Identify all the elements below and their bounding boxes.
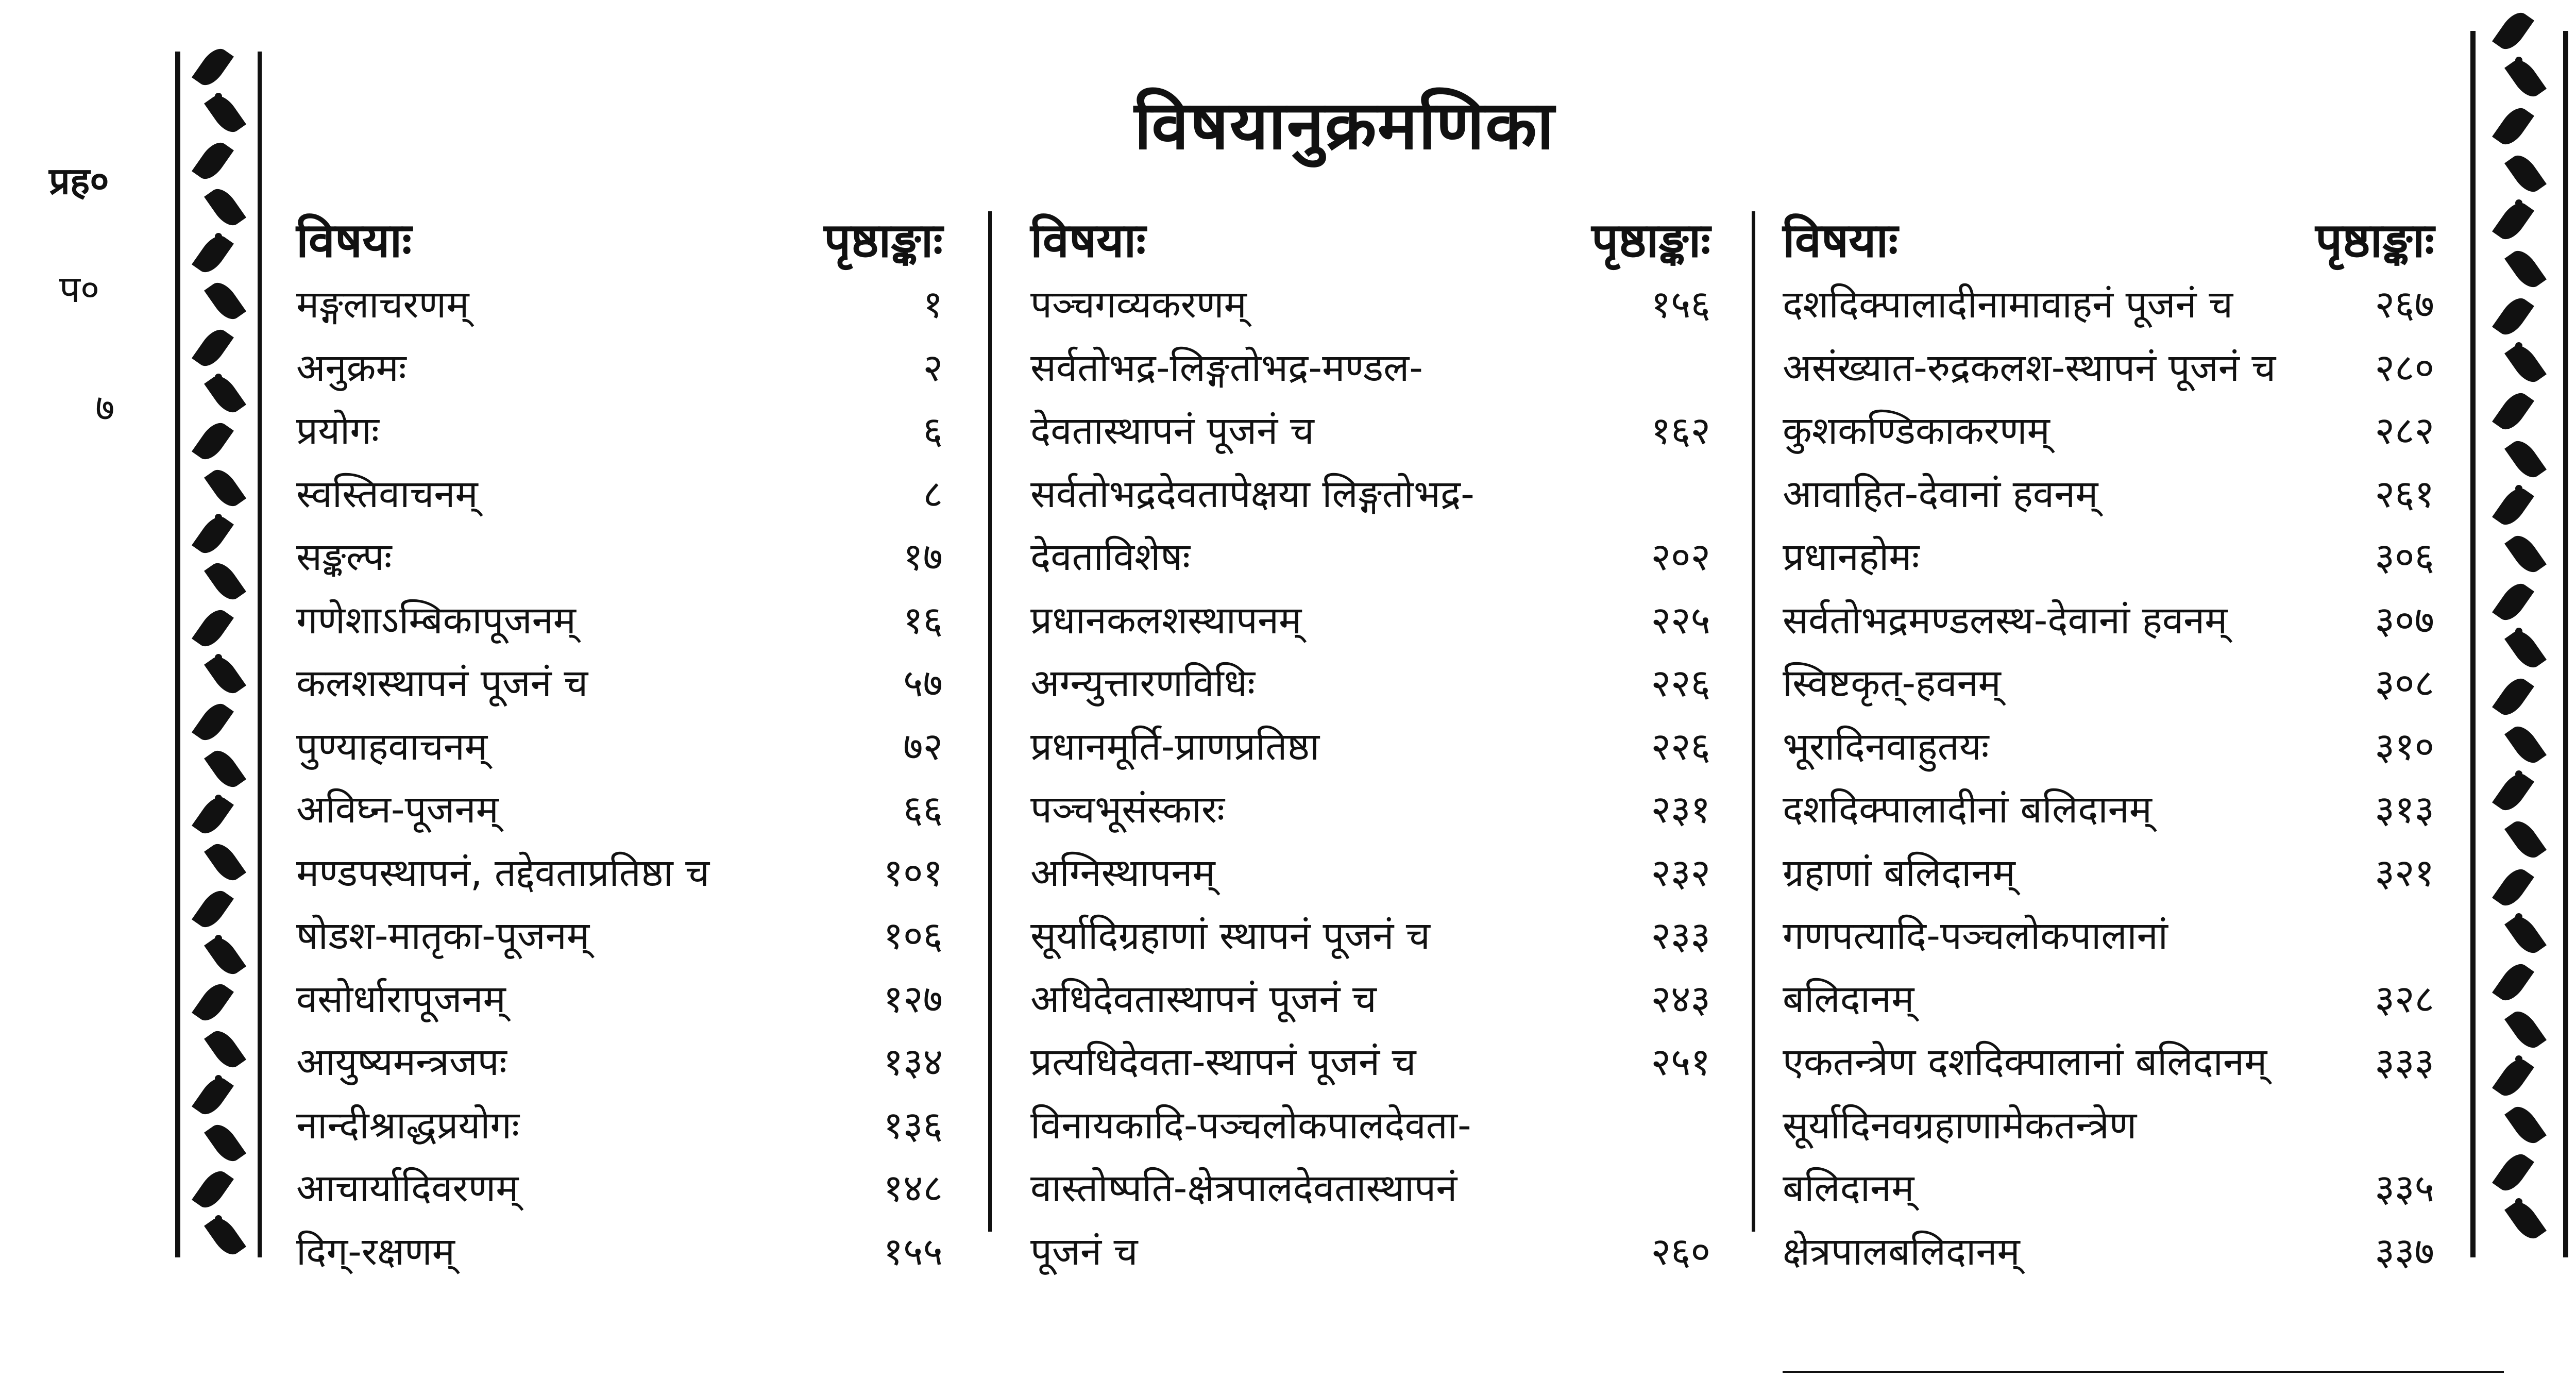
row-subject: गणेशाऽम्बिकापूजनम् (296, 598, 576, 643)
vine-leaf (192, 698, 234, 745)
column-header (296, 196, 943, 273)
row-page-number: ३२८ (2375, 977, 2434, 1021)
column-header (1783, 196, 2434, 273)
row-subject: अग्न्युत्तारणविधिः (1030, 661, 1256, 705)
vine-leaf (204, 652, 246, 699)
row-page-number: ३०७ (2375, 598, 2434, 643)
row-subject: आयुष्यमन्त्रजपः (296, 1040, 507, 1084)
vine-leaf (204, 932, 246, 979)
row-subject: सङ्कल्पः (296, 535, 392, 579)
index-row (296, 399, 943, 463)
vine-leaf (192, 605, 234, 652)
index-row (1030, 399, 1710, 463)
row-subject: सर्वतोभद्र-लिङ्गतोभद्र-मण्डल- (1030, 345, 1423, 390)
row-subject: देवतास्थापनं पूजनं च (1030, 409, 1314, 453)
index-row (296, 1094, 943, 1157)
row-page-number: ३०६ (2375, 535, 2434, 579)
row-subject: मङ्गलाचरणम् (296, 282, 469, 327)
row-page-number: ३२१ (2375, 850, 2434, 895)
row-page-number: ३१० (2375, 724, 2434, 769)
index-row (1783, 589, 2434, 652)
vine-leaf (2504, 816, 2547, 863)
row-page-number: १०६ (883, 914, 943, 958)
row-page-number: २ (923, 345, 943, 390)
vine-leaf (2504, 341, 2547, 388)
vine-leaf (2492, 769, 2534, 816)
vine-leaf (2504, 911, 2547, 958)
row-subject: स्वस्तिवाचनम् (296, 472, 478, 516)
row-subject: स्विष्टकृत्-हवनम् (1783, 661, 2001, 705)
bottom-rule (1783, 1371, 2504, 1373)
row-subject: भूरादिनवाहुतयः (1783, 724, 1989, 769)
index-column-2 (1030, 196, 1710, 1283)
row-page-number: १७ (903, 535, 943, 579)
right-border-outer-line (2470, 31, 2476, 1257)
row-page-number: २८२ (2375, 409, 2434, 453)
vine-leaf (204, 90, 246, 137)
index-row (1030, 715, 1710, 779)
index-row (1030, 273, 1710, 337)
row-subject: सूर्यादिनवग्रहाणामेकतन्त्रेण (1783, 1103, 2137, 1148)
vine-leaf (2504, 721, 2547, 768)
row-page-number: १२७ (883, 977, 943, 1021)
row-subject: अधिदेवतास्थापनं पूजनं च (1030, 977, 1377, 1021)
index-row (1030, 1094, 1710, 1157)
right-vine-ornament (2499, 10, 2540, 1247)
vine-leaf (2492, 8, 2534, 55)
row-subject: वास्तोष्पति-क्षेत्रपालदेवतास्थापनं (1030, 1166, 1458, 1211)
row-page-number: १०१ (883, 850, 943, 895)
row-page-number: २३३ (1651, 914, 1710, 958)
vine-leaf (2492, 1149, 2534, 1196)
row-page-number: १३६ (883, 1103, 943, 1148)
index-row (1030, 526, 1710, 589)
row-subject: कुशकण्डिकाकरणम् (1783, 409, 2050, 453)
row-subject: प्रयोगः (296, 409, 379, 453)
vine-leaf (192, 1166, 234, 1213)
vine-leaf (2504, 150, 2547, 197)
vine-leaf (2492, 483, 2534, 530)
vine-leaf (204, 465, 246, 512)
vine-leaf (204, 184, 246, 231)
index-row (1783, 968, 2434, 1031)
vine-leaf (2492, 103, 2534, 149)
left-margin-mark-2: प० (59, 267, 100, 311)
row-subject: सूर्यादिग्रहाणां स्थापनं पूजनं च (1030, 914, 1430, 958)
index-row (1030, 968, 1710, 1031)
row-page-number: ६६ (903, 787, 943, 832)
index-row (1030, 337, 1710, 400)
vine-leaf (204, 1026, 246, 1073)
row-page-number: ६ (923, 409, 943, 453)
row-subject: मण्डपस्थापनं, तद्देवताप्रतिष्ठा च (296, 850, 710, 895)
row-page-number: २२५ (1651, 598, 1710, 643)
row-page-number: २५१ (1651, 1040, 1710, 1084)
row-subject: अनुक्रमः (296, 345, 406, 390)
index-row (296, 526, 943, 589)
row-subject: दशदिक्पालादीनां बलिदानम् (1783, 787, 2152, 832)
row-page-number: १३४ (883, 1040, 943, 1084)
index-row (1783, 715, 2434, 779)
index-row (296, 715, 943, 779)
index-row (1783, 1157, 2434, 1220)
index-row (1783, 463, 2434, 526)
row-subject: षोडश-मातृका-पूजनम् (296, 914, 590, 958)
row-page-number: २२६ (1651, 724, 1710, 769)
index-row (296, 273, 943, 337)
subject-header: विषयाः (1030, 213, 1146, 268)
row-subject: प्रधानकलशस्थापनम् (1030, 598, 1302, 643)
index-row (296, 904, 943, 968)
row-subject: अग्निस्थापनम् (1030, 850, 1215, 895)
row-page-number: ३३५ (2375, 1166, 2434, 1211)
index-row (296, 589, 943, 652)
vine-leaf (204, 277, 246, 324)
row-subject: आवाहित-देवानां हवनम् (1783, 472, 2098, 516)
index-row (1030, 652, 1710, 715)
row-subject: दिग्-रक्षणम् (296, 1229, 455, 1274)
index-row (1030, 1157, 1710, 1220)
index-row (296, 842, 943, 905)
vine-leaf (2504, 1197, 2547, 1243)
index-row (1030, 904, 1710, 968)
row-page-number: २८० (2375, 345, 2434, 390)
index-row (296, 337, 943, 400)
row-subject: दशदिक्पालादीनामावाहनं पूजनं च (1783, 282, 2233, 327)
right-border-inner-line (2563, 31, 2568, 1257)
row-subject: बलिदानम् (1783, 1166, 1914, 1211)
vine-leaf (204, 839, 246, 886)
index-row (1030, 1031, 1710, 1094)
row-page-number: ३३३ (2375, 1040, 2434, 1084)
subject-header: विषयाः (296, 213, 412, 268)
index-column-1 (296, 196, 943, 1283)
vine-leaf (2492, 293, 2534, 340)
index-row (296, 1031, 943, 1094)
vine-leaf (192, 885, 234, 932)
index-row (296, 968, 943, 1031)
index-row (1030, 463, 1710, 526)
row-subject: एकतन्त्रेण दशदिक्पालानां बलिदानम् (1783, 1040, 2267, 1084)
row-page-number: २६७ (2375, 282, 2434, 327)
row-subject: सर्वतोभद्रमण्डलस्थ-देवानां हवनम् (1783, 598, 2228, 643)
index-row (1783, 337, 2434, 400)
vine-leaf (2492, 864, 2534, 911)
index-row (1783, 652, 2434, 715)
index-row (1783, 526, 2434, 589)
vine-leaf (192, 511, 234, 558)
page-header: पृष्ठाङ्काः (1591, 213, 1710, 268)
index-row (1783, 842, 2434, 905)
row-page-number: २६१ (2375, 472, 2434, 516)
row-page-number: २३१ (1651, 787, 1710, 832)
vine-leaf (192, 418, 234, 465)
row-subject: पुण्याहवाचनम् (296, 724, 488, 769)
row-subject: नान्दीश्राद्धप्रयोगः (296, 1103, 520, 1148)
left-border-inner-line (258, 52, 262, 1257)
vine-leaf (204, 745, 246, 792)
row-subject: पञ्चभूसंस्कारः (1030, 787, 1225, 832)
row-page-number: २३२ (1651, 850, 1710, 895)
vine-leaf (2492, 578, 2534, 625)
row-page-number: २०२ (1651, 535, 1710, 579)
vine-leaf (2504, 435, 2547, 482)
index-row (1783, 273, 2434, 337)
index-row (1783, 778, 2434, 842)
index-row (1030, 1220, 1710, 1284)
row-page-number: १४८ (883, 1166, 943, 1211)
row-page-number: ८ (923, 472, 943, 516)
vine-leaf (2492, 674, 2534, 720)
row-subject: पूजनं च (1030, 1229, 1138, 1274)
vine-leaf (2504, 531, 2547, 578)
left-margin-mark-1: प्रह० (49, 159, 109, 203)
row-page-number: ५७ (903, 661, 943, 705)
vine-leaf (204, 1119, 246, 1166)
index-row (296, 778, 943, 842)
index-row (296, 463, 943, 526)
row-subject: पञ्चगव्यकरणम् (1030, 282, 1247, 327)
vine-leaf (192, 792, 234, 839)
vine-leaf (2504, 1102, 2547, 1149)
vine-leaf (2492, 198, 2534, 245)
row-subject: वसोर्धारापूजनम् (296, 977, 506, 1021)
left-margin-mark-3: ७ (95, 386, 115, 429)
vine-leaf (2492, 1054, 2534, 1101)
row-page-number: १ (923, 282, 943, 327)
row-subject: अविघ्न-पूजनम् (296, 787, 499, 832)
row-subject: आचार्यादिवरणम् (296, 1166, 519, 1211)
column-separator-2 (1752, 211, 1755, 1232)
vine-leaf (192, 1073, 234, 1120)
row-subject: प्रत्यधिदेवता-स्थापनं पूजनं च (1030, 1040, 1416, 1084)
left-border-outer-line (175, 52, 180, 1257)
row-subject: प्रधानमूर्ति-प्राणप्रतिष्ठा (1030, 724, 1320, 769)
row-page-number: १५६ (1651, 282, 1710, 327)
vine-leaf (192, 324, 234, 371)
index-row (1783, 1031, 2434, 1094)
vine-leaf (204, 1213, 246, 1260)
index-row (1783, 1220, 2434, 1284)
row-page-number: ३१३ (2375, 787, 2434, 832)
vine-leaf (192, 44, 234, 91)
vine-leaf (2504, 1006, 2547, 1053)
row-subject: क्षेत्रपालबलिदानम् (1783, 1229, 2020, 1274)
row-subject: विनायकादि-पञ्चलोकपालदेवता- (1030, 1103, 1471, 1148)
index-row (1783, 904, 2434, 968)
vine-leaf (2492, 388, 2534, 435)
vine-leaf (2492, 959, 2534, 1006)
page-header: पृष्ठाङ्काः (2315, 213, 2434, 268)
index-row (1030, 589, 1710, 652)
row-page-number: २४३ (1651, 977, 1710, 1021)
column-separator-1 (988, 211, 992, 1232)
row-page-number: २२६ (1651, 661, 1710, 705)
vine-leaf (204, 371, 246, 418)
index-row (296, 1157, 943, 1220)
vine-leaf (192, 137, 234, 184)
row-subject: गणपत्यादि-पञ्चलोकपालानां (1783, 914, 2168, 958)
vine-leaf (2504, 245, 2547, 292)
vine-leaf (192, 979, 234, 1026)
row-page-number: ७२ (903, 724, 943, 769)
row-page-number: ३३७ (2375, 1229, 2434, 1274)
row-subject: ग्रहाणां बलिदानम् (1783, 850, 2015, 895)
row-subject: कलशस्थापनं पूजनं च (296, 661, 588, 705)
row-subject: असंख्यात-रुद्रकलश-स्थापनं पूजनं च (1783, 345, 2276, 390)
index-row (1030, 778, 1710, 842)
row-subject: सर्वतोभद्रदेवतापेक्षया लिङ्गतोभद्र- (1030, 472, 1475, 516)
vine-leaf (204, 558, 246, 605)
row-page-number: १६२ (1651, 409, 1710, 453)
index-row (1783, 1094, 2434, 1157)
column-header (1030, 196, 1710, 273)
index-row (296, 1220, 943, 1284)
vine-leaf (192, 231, 234, 278)
index-row (1783, 399, 2434, 463)
row-page-number: ३०८ (2375, 661, 2434, 705)
row-subject: देवताविशेषः (1030, 535, 1191, 579)
vine-leaf (2504, 55, 2547, 102)
index-row (1030, 842, 1710, 905)
vine-leaf (2504, 626, 2547, 673)
row-subject: बलिदानम् (1783, 977, 1914, 1021)
index-row (296, 652, 943, 715)
index-column-3 (1783, 196, 2434, 1283)
row-page-number: १५५ (883, 1229, 943, 1274)
subject-header: विषयाः (1783, 213, 1898, 268)
row-subject: प्रधानहोमः (1783, 535, 1920, 579)
row-page-number: १६ (903, 598, 943, 643)
page-title: विषयानुक्रमणिका (1134, 86, 1555, 164)
page-header: पृष्ठाङ्काः (824, 213, 943, 268)
row-page-number: २६० (1651, 1229, 1710, 1274)
left-vine-ornament (198, 46, 240, 1263)
